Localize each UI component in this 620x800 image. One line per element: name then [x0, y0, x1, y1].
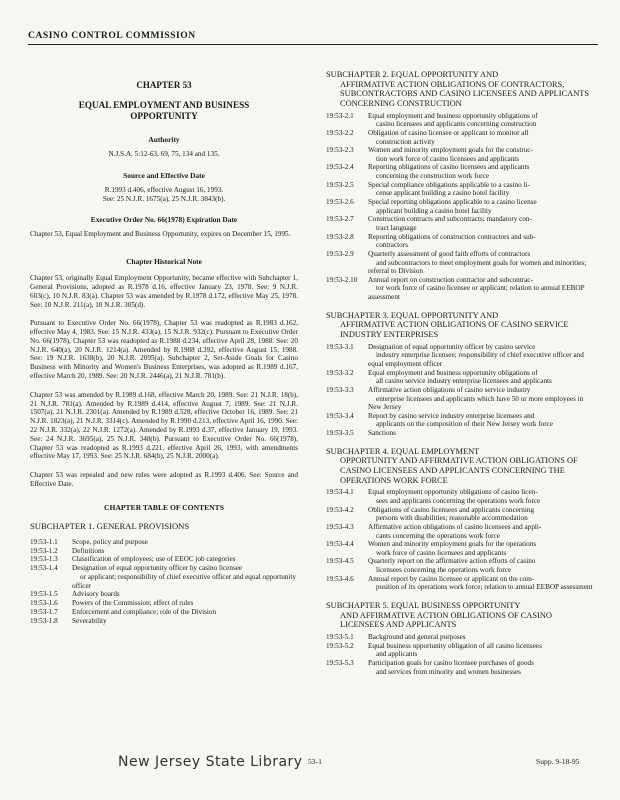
section-number: 19:53-2.5	[326, 180, 354, 189]
subchapter-2-heading-rest: AFFIRMATIVE ACTION OBLIGATIONS OF CONTRACTORS, SUBCONTRACTORS AND CASINO LICENSEES AND APPLICANTS CONCERNING CONSTRUCTION	[340, 79, 590, 108]
section-title-first: Quarterly report on the affirmative action efforts of casino	[368, 557, 536, 566]
section-title-first: Annual report by casino licensee or applicant on the com-	[368, 574, 535, 583]
section-title-continued: cants concerning the operations work force	[376, 531, 500, 540]
section-number: 19:53-5.2	[326, 641, 354, 650]
subchapter-4-heading-first: SUBCHAPTER 4. EQUAL EMPLOYMENT	[326, 446, 480, 456]
subchapter-3-heading-rest: AFFIRMATIVE ACTION OBLIGATIONS OF CASINO SERVICE INDUSTRY ENTERPRISES	[340, 320, 569, 340]
section-title	[368, 488, 598, 505]
source-line2: See: 25 N.J.R. 1675(a), 25 N.J.R. 3843(b).	[102, 194, 226, 203]
section-title	[368, 250, 598, 276]
section-title-first: Affirmative action obligations of casino service industry	[368, 385, 531, 394]
left-column	[30, 70, 298, 626]
toc-entry	[326, 412, 598, 429]
section-title	[368, 163, 598, 180]
section-number: 19:53-2.10	[326, 275, 358, 284]
section-number: 19:53-1.7	[30, 608, 58, 616]
toc-entry	[326, 276, 598, 302]
section-title-continued: tract language	[376, 223, 417, 232]
section-number: 19:53-1.3	[30, 555, 58, 564]
section-title-continued: and applicants	[376, 650, 418, 659]
section-title-continued: and services from minority and women businesses	[376, 667, 521, 676]
toc-entry	[30, 555, 298, 564]
section-number: 19:53-2.4	[326, 163, 354, 172]
page-number: 53-1	[308, 757, 322, 766]
right-column	[326, 70, 598, 676]
section-title	[368, 506, 598, 523]
section-title-continued: applicant building a casino hotel facility	[376, 206, 492, 215]
section-number: 19:53-4.1	[326, 488, 354, 497]
section-title-continued: persons with disabilities; reasonable accommodation	[376, 514, 528, 523]
executive-order-heading: Executive Order No. 66(1978) Expiration Date	[90, 215, 238, 225]
section-title-first: Obligations of casino licensees and applicants concerning	[368, 505, 535, 514]
section-number: 19:53-2.3	[326, 146, 354, 155]
section-title: Enforcement and compliance; role of the Division	[72, 608, 217, 616]
toc-entry	[30, 564, 298, 590]
section-title	[368, 540, 598, 557]
library-stamp: New Jersey State Library	[118, 754, 303, 770]
section-number: 19:53-1.1	[30, 537, 58, 546]
toc-entry	[326, 506, 598, 523]
historical-note-paragraph: Chapter 53 was amended by R.1989 d.168, effective March 20, 1989. See: 21 N.J.R. 18(b), 21 N.J.R. 781(a). Amended by R.1989 d.414, effective August 7, 1989. See: 21 N.J.R. 1507(a), 21 N.J.R. 2301(a). Amended by R.1989 d.528, effective October 16, 1989. See: 21 N.J.R. 1823(a), 21 N.J.R. 3314(c). Amended by R.1990 d.213, effective April 16, 1990. See: 22 N.J.R. 332(a), 22 N.J.R. 1272(a). Amended by R.1993 d.37, effective January 19, 1993. See: 24 N.J.R. 3695(a), 25 N.J.R. 348(b). Pursuant to Executive Order No. 66(1978), Chapter 53 was readopted as R.1993 d.221, effective April 26, 1993, with amendments effective May 17, 1993. See: 25 N.J.R. 684(b), 25 N.J.R. 2000(a).	[30, 390, 298, 461]
section-title	[368, 642, 598, 659]
toc-entry	[326, 112, 598, 129]
source-heading: Source and Effective Date	[123, 170, 205, 180]
section-title: Scope, policy and purpose	[72, 537, 148, 546]
section-number: 19:53-3.1	[326, 342, 354, 351]
section-title-continued: applicants on the composition of their New Jersey work force	[376, 420, 554, 429]
section-title-continued: tor work force of casino licensee or applicant; relation to annual EEBOP assessment	[368, 284, 585, 302]
section-number: 19:53-2.8	[326, 232, 354, 241]
section-number: 19:53-3.4	[326, 411, 354, 420]
chapter-title-line2: OPPORTUNITY	[130, 111, 198, 122]
section-title: Powers of the Commission; effect of rules	[72, 599, 194, 608]
toc-entry	[326, 250, 598, 276]
section-title-first: Reporting obligations of construction contractors and sub-	[368, 232, 536, 241]
section-title	[368, 369, 598, 386]
section-number: 19:53-4.3	[326, 522, 354, 531]
section-number: 19:53-3.5	[326, 429, 354, 438]
toc-entry	[30, 590, 298, 599]
toc-entry	[326, 488, 598, 505]
subchapter-4-heading-rest: OPPORTUNITY AND AFFIRMATIVE ACTION OBLIGATIONS OF CASINO LICENSEES AND APPLICANTS CONCERNING THE OPERATIONS WORK FORCE	[340, 456, 578, 485]
chapter-title-line1: EQUAL EMPLOYMENT AND BUSINESS	[78, 99, 250, 110]
toc-entry	[30, 608, 298, 617]
toc-entry	[326, 343, 598, 369]
toc-entry	[326, 369, 598, 386]
section-number: 19:53-1.6	[30, 599, 58, 608]
subchapter-2-heading	[326, 70, 598, 109]
section-title-first: Reporting obligations of casino licensees and applicants	[368, 163, 530, 172]
section-title-continued: position of its operations work force; relation to annual EEBOP assessment	[376, 583, 593, 592]
section-title-continued: enterprise licensees and applicants which have 50 or more employees in New Jersey	[368, 394, 584, 412]
section-title	[368, 523, 598, 540]
section-title-first: Participation goals for casino licensee purchases of goods	[368, 658, 534, 667]
section-number: 19:53-4.5	[326, 557, 354, 566]
section-title	[368, 412, 598, 429]
subchapter-4-list	[326, 488, 598, 592]
section-number: 19:53-2.6	[326, 198, 354, 207]
section-number: 19:53-5.1	[326, 633, 354, 642]
section-title	[368, 659, 598, 676]
section-title-first: Affirmative action obligations of casino licensees and appli-	[368, 522, 542, 531]
section-number: 19:53-4.4	[326, 540, 354, 549]
section-title-first: Special compliance obligations applicable to a casino li-	[368, 180, 530, 189]
toc-entry	[326, 181, 598, 198]
authority-text: N.J.S.A. 5:12-63, 69, 75, 134 and 135.	[108, 150, 220, 158]
toc-entry	[30, 617, 298, 626]
historical-note-heading: Chapter Historical Note	[126, 257, 202, 267]
toc-entry	[326, 642, 598, 659]
section-title-first: Equal employment opportunity obligations of casino licen-	[368, 488, 538, 497]
toc-entry	[30, 599, 298, 608]
section-title-first: Equal employment and business opportunity obligations of	[368, 368, 538, 377]
section-title-first: Equal business opportunity obligation of all casino licensees	[368, 641, 542, 650]
section-number: 19:53-1.2	[30, 546, 58, 555]
section-title-first: Annual report on construction contractor and subcontrac-	[368, 275, 533, 284]
toc-entry	[326, 386, 598, 412]
subchapter-3-heading	[326, 311, 598, 340]
section-number: 19:53-2.2	[326, 128, 354, 137]
subchapter-4-heading	[326, 447, 598, 486]
section-title	[368, 112, 598, 129]
section-title-continued: casino licensees and applicants concerning construction	[376, 120, 537, 129]
section-number: 19:53-2.7	[326, 215, 354, 224]
section-title-first: Construction contracts and subcontracts; mandatory con-	[368, 215, 532, 224]
section-title-first: Designation of equal opportunity officer by casino service	[368, 342, 536, 351]
section-title-first: Special reporting obligations applicable to a casino license	[368, 198, 537, 207]
section-title-first: Women and minority employment goals for the construc-	[368, 146, 533, 155]
section-title-first: Equal employment and business opportunity obligations of	[368, 111, 538, 120]
running-header: CASINO CONTROL COMMISSION	[28, 30, 598, 45]
toc-entry	[30, 547, 298, 556]
section-title-continued: and subcontractors to meet employment goals for women and minorities; referral to Division	[368, 258, 587, 276]
toc-entry	[326, 575, 598, 592]
section-title-continued: concerning the construction work force	[376, 172, 489, 181]
section-number: 19:53-1.4	[30, 564, 58, 573]
section-title-first: Designation of equal opportunity officer by casino licensee	[72, 564, 243, 573]
section-title-continued: or applicant; responsibility of chief executive officer and equal opportunity officer	[72, 572, 297, 590]
section-title-continued: cense applicant building a casino hotel facility	[376, 189, 510, 198]
toc-entry	[326, 129, 598, 146]
section-title-continued: tion work force of casino licensees and applicants	[376, 154, 520, 163]
toc-entry	[326, 429, 598, 438]
section-title	[368, 146, 598, 163]
toc-entry	[326, 633, 598, 642]
section-title	[368, 343, 598, 369]
subchapter-5-list	[326, 633, 598, 676]
subchapter-2-list	[326, 112, 598, 302]
subchapter-3-list	[326, 343, 598, 438]
section-title-continued: industry enterprise licensee; responsibility of chief executive officer and equal employment officer	[368, 351, 584, 368]
section-title-first: Women and minority employment goals for the operations	[368, 540, 537, 549]
section-title: Classification of employees; use of EEOC job categories	[72, 555, 236, 564]
section-title	[368, 386, 598, 412]
toc-entry	[326, 540, 598, 557]
section-title	[368, 575, 598, 592]
section-number: 19:53-3.2	[326, 368, 354, 377]
section-title-continued: construction activity	[376, 137, 435, 146]
section-title	[368, 233, 598, 250]
section-title-first: Obligation of casino licensee or applicant to monitor all	[368, 128, 529, 137]
section-title: Background and general purposes	[368, 633, 466, 642]
section-title-first: Quarterly assessment of good faith efforts of contractors	[368, 249, 531, 258]
section-title	[368, 276, 598, 302]
toc-entry	[326, 557, 598, 574]
section-title-first: Report by casino service industry enterprise licensees and	[368, 411, 535, 420]
toc-entry	[326, 659, 598, 676]
section-number: 19:53-4.2	[326, 505, 354, 514]
section-number: 19:53-2.1	[326, 111, 354, 120]
historical-note-paragraph: Chapter 53 was repealed and new rules were adopted as R.1993 d.406. See: Source and Effective Date.	[30, 471, 298, 488]
section-title	[368, 215, 598, 232]
section-title-continued: licensees concerning the operations work force	[376, 566, 512, 575]
section-title-continued: work force of casino licensees and applicants	[376, 548, 507, 557]
subchapter-5-heading-rest: AND AFFIRMATIVE ACTION OBLIGATIONS OF CASINO LICENSEES AND APPLICANTS	[340, 610, 552, 630]
authority-heading: Authority	[148, 134, 180, 144]
historical-note-paragraph: Chapter 53, originally Equal Employment Opportunity, became effective with Subchapter 1, General Provisions, adopted as R.1978 d.16, effective January 23, 1978. See: 9 N.J.R. 603(c), 10 N.J.R. 83(a). Chapter 53 was amended by R.1978 d.172, effective May 25, 1978. See: 10 N.J.R. 211(a), 10 N.J.R. 305(d).	[30, 274, 298, 309]
section-number: 19:53-3.3	[326, 385, 354, 394]
executive-order-text: Chapter 53, Equal Employment and Business Opportunity, expires on December 15, 1995.	[30, 230, 291, 239]
section-title-continued: contractors	[376, 241, 408, 250]
section-number: 19:53-1.8	[30, 616, 58, 625]
section-title	[368, 198, 598, 215]
subchapter-5-heading-first: SUBCHAPTER 5. EQUAL BUSINESS OPPORTUNITY	[326, 601, 521, 611]
toc-entry	[326, 198, 598, 215]
section-title	[368, 557, 598, 574]
section-title-continued: all casino service industry enterprise licensees and applicants	[376, 377, 552, 386]
section-number: 19:53-2.9	[326, 249, 354, 258]
historical-note-paragraph: Pursuant to Executive Order No. 66(1978), Chapter 53 was readopted as R.1983 d.162, effective May 4, 1983. See: 15 N.J.R. 433(a), 15 N.J.R. 932(c). Pursuant to Executive Order No. 66(1978), Chapter 53 was readopted as R.1988 d.234, effective April 28, 1988. See: 20 N.J.R. 640(a), 20 N.J.R. 1214(a). Amended by R.1988 d.392, effective August 15, 1988. See: 19 N.J.R. 1638(b), 20 N.J.R. 2095(a). Subchapter 2, Set-Aside Goals for Casino Business with Minority and Women's Business Enterprises, was adopted as R.1989 d.167, effective March 20, 1989. See: 20 N.J.R. 2446(a), 21 N.J.R. 781(b).	[30, 319, 298, 381]
subchapter-2-heading-first: SUBCHAPTER 2. EQUAL OPPORTUNITY AND	[326, 70, 499, 79]
section-title	[368, 181, 598, 198]
section-number: 19:53-1.5	[30, 590, 58, 599]
toc-entry	[326, 233, 598, 250]
toc-entry	[326, 523, 598, 540]
section-title	[72, 564, 298, 590]
subchapter-1-heading: SUBCHAPTER 1. GENERAL PROVISIONS	[30, 520, 190, 531]
section-number: 19:53-4.6	[326, 574, 354, 583]
toc-entry	[30, 538, 298, 547]
toc-entry	[326, 163, 598, 180]
section-title: Definitions	[72, 546, 105, 555]
section-title: Severability	[72, 616, 107, 625]
subchapter-5-heading	[326, 601, 598, 630]
chapter-number: CHAPTER 53	[136, 80, 192, 90]
subchapter-1-list	[30, 538, 298, 626]
subchapter-3-heading-first: SUBCHAPTER 3. EQUAL OPPORTUNITY AND	[326, 310, 499, 320]
section-title-continued: sees and applicants concerning the operations work force	[376, 497, 541, 505]
toc-entry	[326, 215, 598, 232]
section-number: 19:53-5.3	[326, 658, 354, 667]
toc-entry	[326, 146, 598, 163]
chapter-title	[30, 100, 298, 123]
source-line1: R.1993 d.406, effective August 16, 1993.	[104, 185, 224, 194]
table-of-contents-heading: CHAPTER TABLE OF CONTENTS	[104, 502, 224, 512]
section-title: Sanctions	[368, 429, 396, 438]
section-title	[368, 129, 598, 146]
section-title: Advisory boards	[72, 590, 120, 599]
supplement-date: Supp. 9-18-95	[536, 757, 580, 766]
